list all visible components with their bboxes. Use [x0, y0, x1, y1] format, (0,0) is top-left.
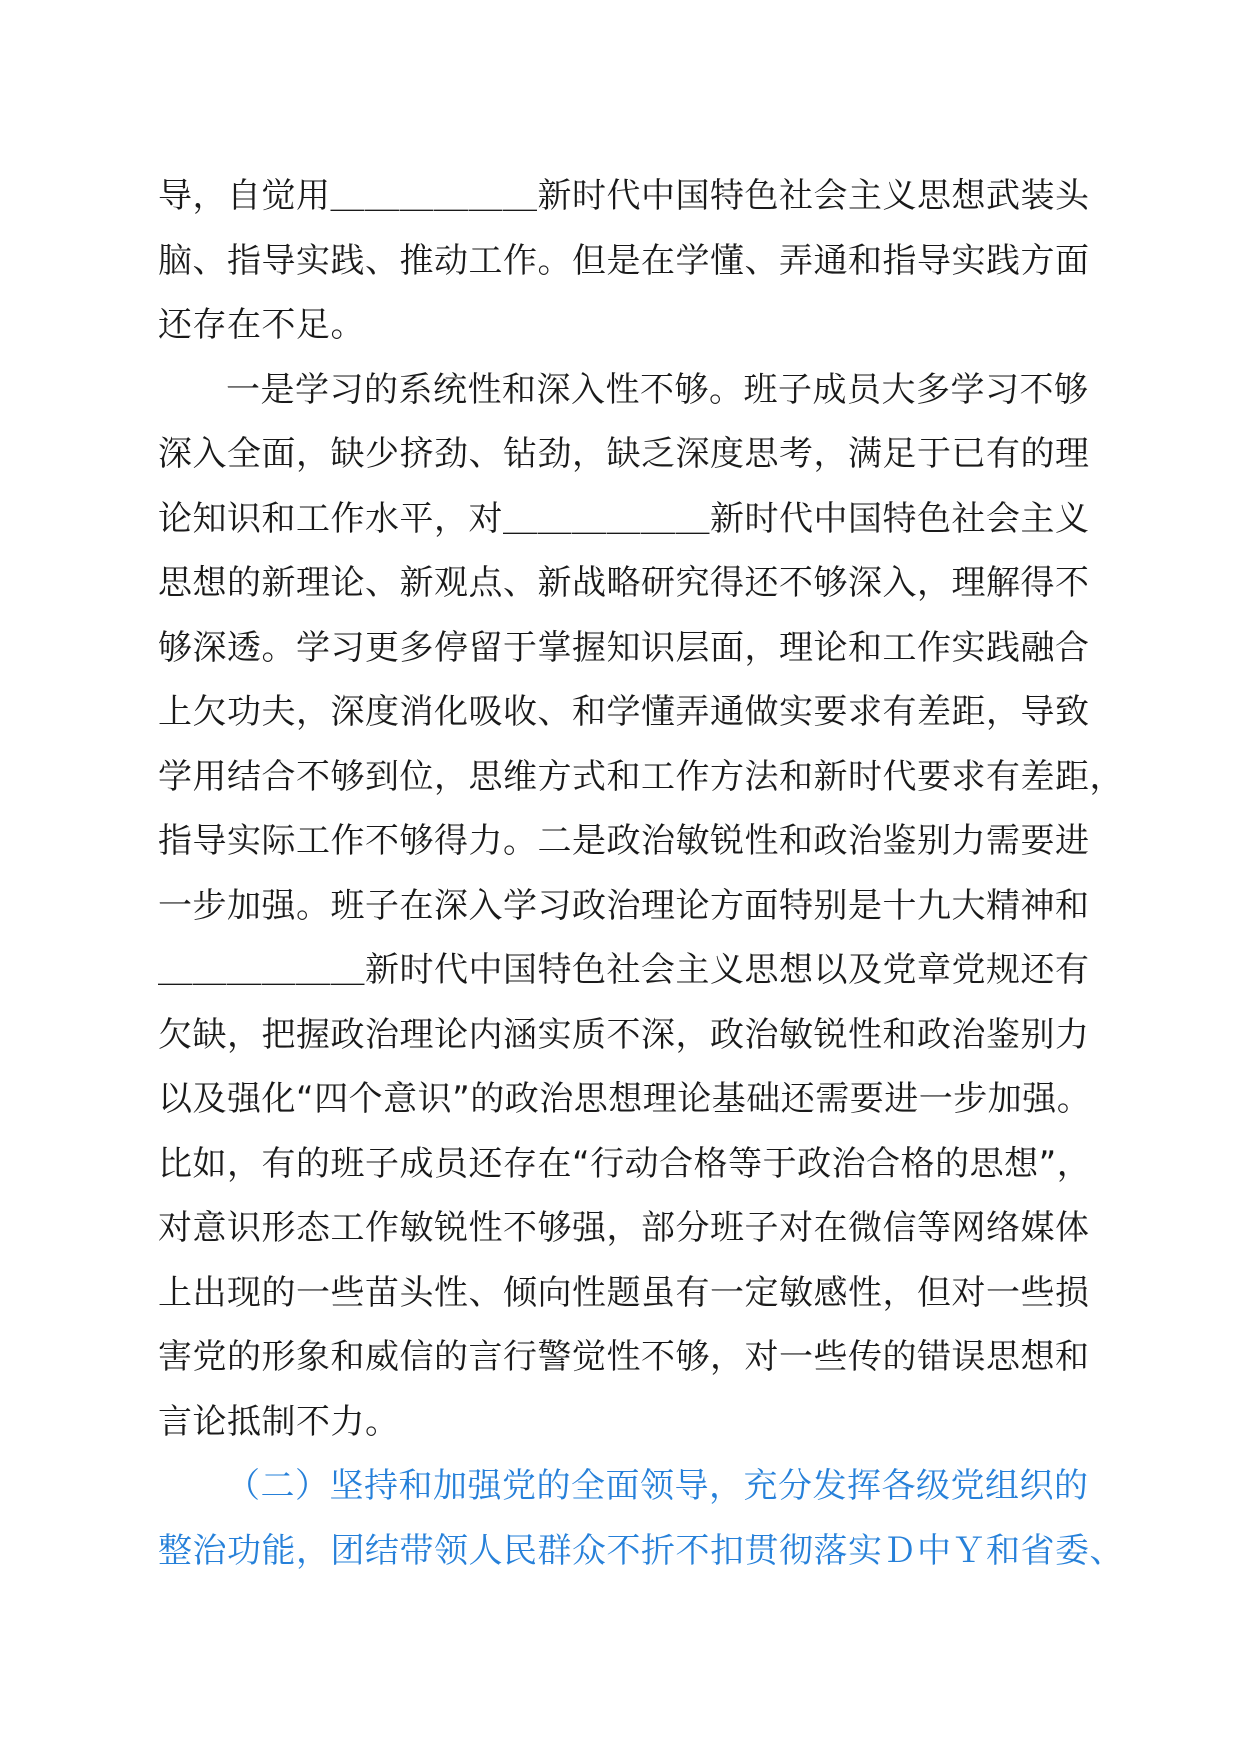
paragraph-first-line: 一是学习的系统性和深入性不够。班子成员大多学习不够: [226, 369, 1089, 410]
text-line: 以及强化“四个意识”的政治思想理论基础还需要进一步加强。: [158, 1079, 1092, 1119]
text-line: 上欠功夫，深度消化吸收、和学懂弄通做实要求有差距，导致: [158, 692, 1090, 732]
text-line: 论知识和工作水平，对＿＿＿＿＿＿新时代中国特色社会主义: [158, 498, 1090, 539]
text-line: 上出现的一些苗头性、倾向性题虽有一定敏感性，但对一些损: [158, 1272, 1090, 1313]
text-line: 指导实际工作不够得力。二是政治敏锐性和政治鉴别力需要进: [158, 821, 1090, 861]
text-line: 欠缺，把握政治理论内涵实质不深，政治敏锐性和政治鉴别力: [158, 1014, 1090, 1055]
text-line: 还存在不足。: [158, 305, 365, 345]
text-line: 害党的形象和威信的言行警觉性不够，对一些传的错误思想和: [158, 1337, 1090, 1377]
text-line: 一步加强。班子在深入学习政治理论方面特别是十九大精神和: [158, 885, 1090, 926]
text-line: 学用结合不够到位，思维方式和工作方法和新时代要求有差距，: [158, 756, 1124, 797]
section-heading-line: 整治功能，团结带领人民群众不折不扣贯彻落实Ｄ中Ｙ和省委、: [158, 1530, 1124, 1571]
text-line: 脑、指导实践、推动工作。但是在学懂、弄通和指导实践方面: [158, 240, 1090, 281]
text-line: 够深透。学习更多停留于掌握知识层面，理论和工作实践融合: [158, 627, 1090, 668]
text-line: 言论抵制不力。: [158, 1401, 400, 1442]
section-heading-line: （二）坚持和加强党的全面领导，充分发挥各级党组织的: [226, 1466, 1089, 1506]
text-line: 对意识形态工作敏锐性不够强，部分班子对在微信等网络媒体: [158, 1208, 1090, 1248]
body-text: [158, 164, 1124, 1583]
text-line: 思想的新理论、新观点、新战略研究得还不够深入，理解得不: [158, 563, 1090, 603]
text-line: 比如，有的班子成员还存在“行动合格等于政治合格的思想”，: [158, 1143, 1092, 1184]
text-line: 深入全面，缺少挤劲、钻劲，缺乏深度思考，满足于已有的理: [158, 434, 1090, 474]
text-line: 导，自觉用＿＿＿＿＿＿新时代中国特色社会主义思想武装头: [158, 176, 1090, 216]
text-line: ＿＿＿＿＿＿新时代中国特色社会主义思想以及党章党规还有: [158, 950, 1090, 990]
